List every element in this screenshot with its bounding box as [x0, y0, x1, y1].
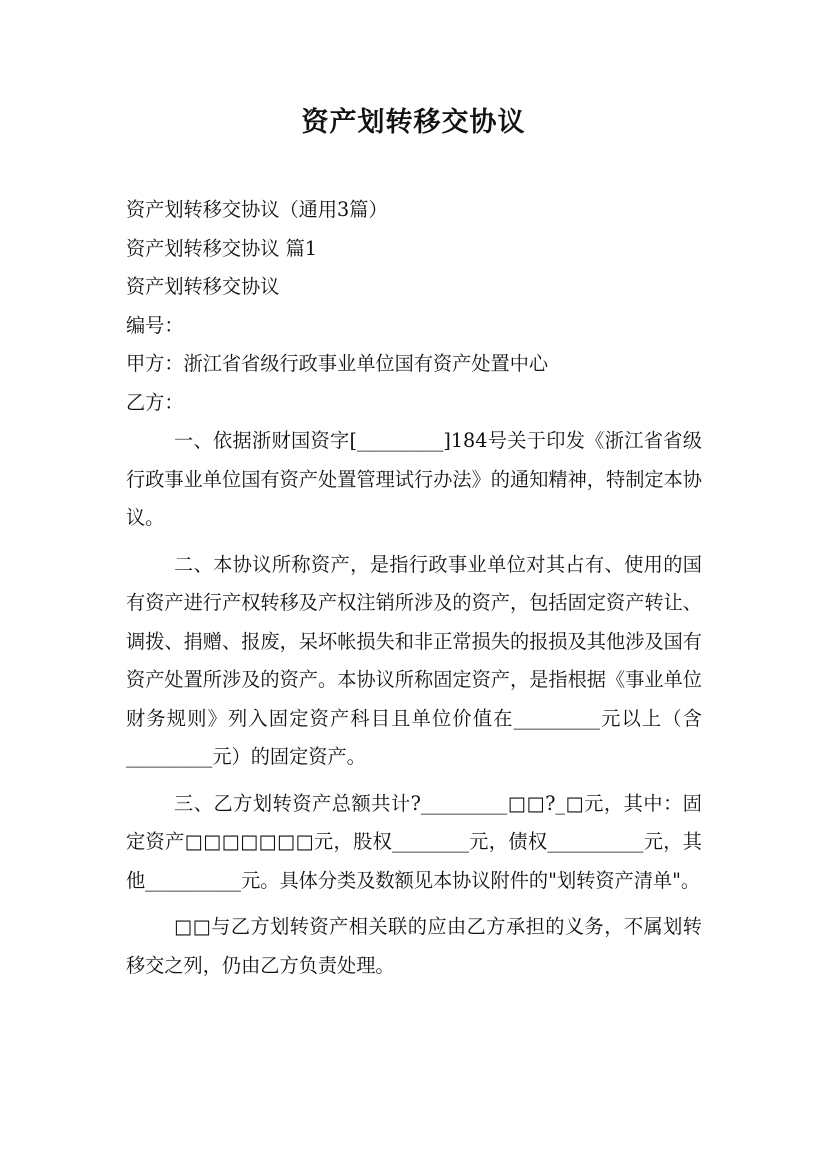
- document-body: [126, 191, 702, 985]
- paragraph-clause-3: 三、乙方划转资产总额共计?_________□□?_□元，其中：固定资产□□□□□□□元，股权________元，债权__________元，其他__________元。具体分类及数额见本协议附件的"划转资产清单"。: [126, 791, 702, 892]
- paragraph-clause-4: □□与乙方划转资产相关联的应由乙方承担的义务，不属划转移交之列，仍由乙方负责处理。: [126, 915, 702, 977]
- paragraph-agreement-name: 资产划转移交协议: [126, 275, 280, 298]
- paragraph-clause-1: 一、依据浙财国资字[_________]184号关于印发《浙江省省级行政事业单位国有资产处置管理试行办法》的通知精神，特制定本协议。: [126, 429, 702, 529]
- document-title: 资产划转移交协议: [301, 107, 526, 138]
- paragraph-party-a: 甲方：浙江省省级行政事业单位国有资产处置中心: [126, 352, 549, 375]
- paragraph-party-b: 乙方：: [126, 390, 184, 414]
- paragraph-serial-number: 编号：: [126, 313, 184, 337]
- paragraph-clause-2: 二、本协议所称资产，是指行政事业单位对其占有、使用的国有资产进行产权转移及产权注销所涉及的资产，包括固定资产转让、调拨、捐赠、报废，呆坏帐损失和非正常损失的报损及其他涉及国有资产处置所涉及的资产。本协议所称固定资产，是指根据《事业单位财务规则》列入固定资产科目且单位价值在_________元以上（含_________元）的固定资产。: [126, 552, 702, 768]
- paragraph-subtitle: 资产划转移交协议（通用3篇）: [126, 198, 388, 221]
- paragraph-section-heading: 资产划转移交协议 篇1: [126, 236, 317, 260]
